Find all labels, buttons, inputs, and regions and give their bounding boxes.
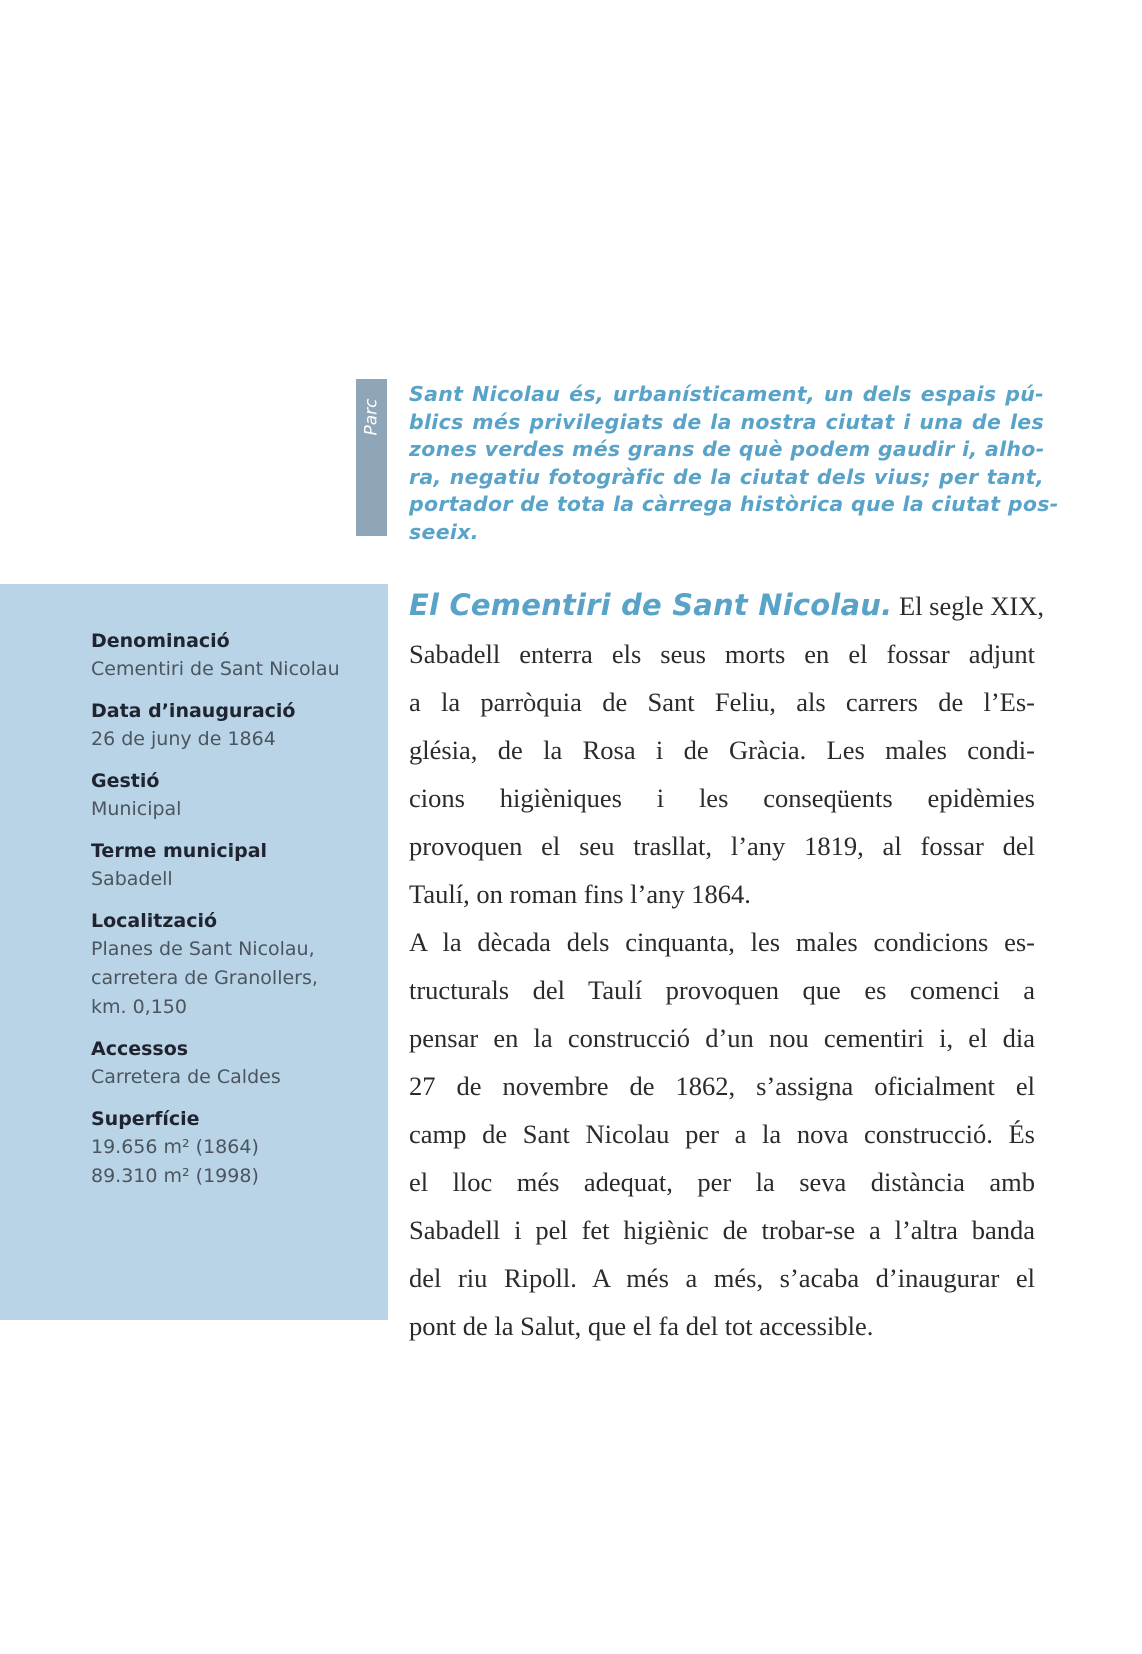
article-heading: El Cementiri de Sant Nicolau. (409, 588, 893, 622)
field-label: Accessos (91, 1038, 189, 1060)
intro-paragraph (409, 381, 1059, 546)
field-label: Gestió (91, 770, 160, 792)
field-value (91, 655, 381, 684)
section-tab-label-wrap (356, 387, 387, 447)
article-first-line-rest: El segle XIX, (898, 591, 1044, 621)
field-value-line: 19.656 m² (1864) (91, 1136, 259, 1158)
field-gestio (91, 768, 381, 824)
field-value (91, 1063, 381, 1092)
intro-line: blics més privilegiats de la nostra ciutat i una de les (409, 409, 1044, 434)
field-value-line: km. 0,150 (91, 996, 187, 1018)
intro-line: zones verdes més grans de què podem gaudir i, alho- (409, 437, 1045, 461)
article-line: Sabadell i pel fet higiènic de trobar-se a l’altra banda (409, 1215, 1035, 1245)
field-value-line: 89.310 m² (1998) (91, 1165, 259, 1187)
field-value-line: Planes de Sant Nicolau, (91, 938, 315, 960)
field-value (91, 865, 381, 894)
field-localitzacio (91, 908, 381, 1022)
article-line: a la parròquia de Sant Feliu, als carrers de l’Es- (409, 687, 1035, 717)
article-line: provoquen el seu trasllat, l’any 1819, al fossar del (409, 831, 1035, 861)
field-label: Localització (91, 910, 218, 932)
article-line: A la dècada dels cinquanta, les males condicions es- (409, 927, 1035, 957)
info-panel (0, 584, 388, 1320)
article-line: el lloc més adequat, per la seva distància amb (409, 1167, 1035, 1197)
field-label: Terme municipal (91, 840, 268, 862)
field-accessos (91, 1036, 381, 1092)
article-first-line (409, 581, 1044, 630)
field-value-line: 26 de juny de 1864 (91, 728, 276, 750)
field-value (91, 935, 381, 1022)
field-value (91, 1133, 381, 1191)
field-value-line: Municipal (91, 798, 182, 820)
intro-line: portador de tota la càrrega històrica que la ciutat pos- (409, 492, 1059, 516)
intro-line: Sant Nicolau és, urbanísticament, un dels espais pú- (409, 382, 1044, 406)
section-tab-label: Parc (361, 398, 382, 436)
field-value (91, 725, 381, 754)
field-value (91, 795, 381, 824)
article-body (409, 581, 1044, 1350)
intro-line: seeix. (409, 519, 479, 544)
article-line: glésia, de la Rosa i de Gràcia. Les males condi- (409, 735, 1035, 765)
article-line: Taulí, on roman fins l’any 1864. (409, 879, 751, 909)
article-line: del riu Ripoll. A més a més, s’acaba d’inaugurar el (409, 1263, 1035, 1293)
field-value-line: Sabadell (91, 868, 173, 890)
article-line: tructurals del Taulí provoquen que es comenci a (409, 975, 1035, 1005)
article-line: Sabadell enterra els seus morts en el fossar adjunt (409, 639, 1035, 669)
intro-line: ra, negatiu fotogràfic de la ciutat dels vius; per tant, (409, 464, 1044, 489)
field-value-line: Cementiri de Sant Nicolau (91, 658, 340, 680)
field-label: Superfície (91, 1108, 200, 1130)
field-data-inauguracio (91, 698, 381, 754)
field-label: Data d’inauguració (91, 700, 296, 722)
field-value-line: Carretera de Caldes (91, 1066, 281, 1088)
article-line: camp de Sant Nicolau per a la nova construcció. És (409, 1119, 1035, 1149)
info-fields (91, 628, 381, 1205)
field-label: Denominació (91, 630, 230, 652)
article-line: pensar en la construcció d’un nou cementiri i, el dia (409, 1023, 1035, 1053)
field-value-line: carretera de Granollers, (91, 967, 318, 989)
article-line: pont de la Salut, que el fa del tot accessible. (409, 1311, 874, 1341)
field-terme-municipal (91, 838, 381, 894)
field-superficie (91, 1106, 381, 1191)
article-line: 27 de novembre de 1862, s’assigna oficialment el (409, 1071, 1035, 1101)
field-denominacio (91, 628, 381, 684)
article-line: cions higièniques i les conseqüents epidèmies (409, 783, 1035, 813)
section-tab (356, 379, 387, 536)
